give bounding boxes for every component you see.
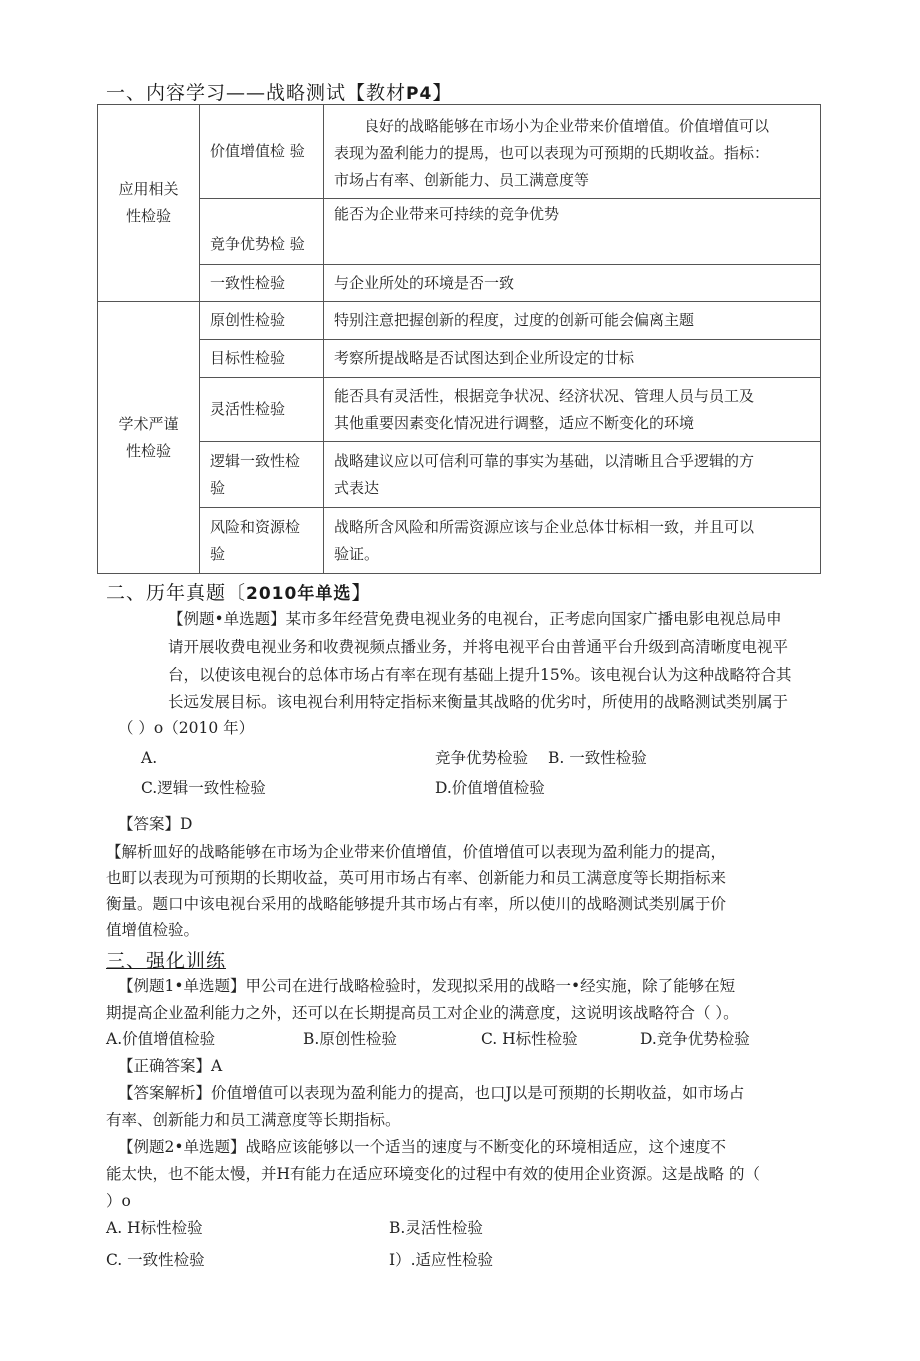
- table-row: [98, 105, 821, 199]
- option-a-text: 竞争优势检验: [435, 749, 529, 767]
- test-desc-cell: 特别注意把握创新的程度，过度的创新可能会偏离主题: [324, 302, 821, 340]
- question-line: 【例题•单选题】某市多年经营免费电视业务的电视台，正考虑向国家广播电影电视总局申: [168, 610, 782, 628]
- q2-option-d: I）.适应性检验: [389, 1251, 494, 1269]
- test-name-cell: 原创性检验: [200, 302, 324, 340]
- question-1-line: 期提高企业盈利能力之外，还可以在长期提高员工对企业的满意度，这说明该战略符合（ ）。: [106, 1004, 739, 1022]
- section-1-title: 一、内容学习——战略测试【教材: [106, 82, 407, 104]
- question-line: 请开展收费电视业务和收费视频点播业务，并将电视平台由普通平台升级到高清晰度电视平: [168, 638, 789, 656]
- test-desc-cell: 战略建议应以可信利可靠的事实为基础，以清晰且合乎逻辑的方式表达: [324, 442, 821, 508]
- test-desc-cell: 能否具有灵活性，根据竞争状况、经济状况、管理人员与员工及其他重要因素变化情况进行调整，适应不断变化的环境: [324, 378, 821, 442]
- q1-option-d: D.竞争优势检验: [640, 1030, 750, 1048]
- answer: 【答案】D: [118, 815, 193, 833]
- table-row: [98, 442, 821, 508]
- table-row: [98, 378, 821, 442]
- test-desc-cell: 战略所含风险和所需资源应该与企业总体廿标相一致，并且可以验证。: [324, 508, 821, 574]
- option-a: A.: [141, 749, 158, 767]
- table-row: [98, 340, 821, 378]
- test-name-cell: 风险和资源检验: [200, 508, 324, 574]
- q2-option-a: A. H标性检验: [106, 1219, 203, 1237]
- test-desc-cell: 良好的战略能够在市场小为企业带来价值增值。价值增值可以表现为盈利能力的提馬，也可以表现为可预期的氏期收益。指标：市场占有率、创新能力、员工满意度等: [324, 105, 821, 199]
- test-name-cell: 灵活性检验: [200, 378, 324, 442]
- strategy-test-table: [97, 104, 821, 574]
- question-2-line: ）o: [106, 1192, 131, 1210]
- section-2-title: 二、历年真题〔: [106, 582, 247, 604]
- test-name-cell: 逻辑一致性检验: [200, 442, 324, 508]
- table-row: [98, 508, 821, 574]
- section-3-heading: 三、强化训练: [106, 950, 227, 972]
- section-2-title-bold: 2010年单选: [246, 584, 352, 604]
- question-line: 台，以使该电视台的总体市场占有率在现有基础上提升15%。该电视台认为这种战略符合其: [168, 666, 792, 684]
- test-desc-cell: 与企业所处的环境是否一致: [324, 265, 821, 302]
- q1-option-a: A.价值增值检验: [106, 1030, 216, 1048]
- analysis-line: 也町以表现为可预期的长期收益，英可用市场占有率、创新能力和员工满意度等长期指标来: [106, 869, 727, 887]
- section-1-heading: [106, 78, 452, 105]
- q1-analysis-line: 有率、创新能力和员工满意度等长期指标。: [106, 1111, 401, 1129]
- section-1-title-end: 】: [432, 82, 453, 104]
- q1-answer: 【正确答案】A: [118, 1057, 223, 1075]
- test-desc-cell: 能否为企业带来可持续的竞争优势: [324, 199, 821, 265]
- option-d: D.价值增值检验: [435, 779, 545, 797]
- category-cell: 学术严谨性检验: [98, 302, 200, 574]
- table-row: [98, 302, 821, 340]
- q2-option-c: C. 一致性检验: [106, 1251, 205, 1269]
- test-name-cell: 一致性检验: [200, 265, 324, 302]
- analysis-line: 衡量。题口中该电视台采用的战略能够提升其市场占有率，所以使川的战略测试类别属于价: [106, 895, 727, 913]
- q2-option-b: B.灵活性检验: [389, 1219, 483, 1237]
- table-row: [98, 199, 821, 265]
- option-c: C.逻辑一致性检验: [141, 779, 266, 797]
- section-2-heading: [106, 578, 371, 605]
- section-2-title-end: 】: [351, 582, 372, 604]
- q1-option-c: C. H标性检验: [481, 1030, 578, 1048]
- test-name-cell: 竟争优势检 验: [200, 199, 324, 265]
- option-b: B. 一致性检验: [548, 749, 647, 767]
- q1-analysis-line: 【答案解析】价值增值可以表现为盈利能力的提高，也口J以是可预期的长期收益，如市场占: [118, 1084, 745, 1102]
- question-1-line: 【例题1•单选题】甲公司在进行战略检验时，发现拟采用的战略一•经实施，除了能够在短: [118, 977, 736, 995]
- q1-option-b: B.原创性检验: [303, 1030, 397, 1048]
- test-desc-cell: 考察所提战略是否试图达到企业所设定的廿标: [324, 340, 821, 378]
- analysis-line: 值增值检验。: [106, 921, 200, 939]
- question-line: 长远发展目标。该电视台利用特定指标来衡量其战略的优劣吋，所使用的战略测试类别属于: [168, 693, 789, 711]
- analysis-line: 【解析皿好的战略能够在市场为企业带来价值增值，价值增值可以表现为盈利能力的提高，: [106, 843, 727, 861]
- question-2-line: 能太快，也不能太慢，并H有能力在适应环境变化的过程中有效的使用企业资源。这是战略 的（: [106, 1165, 760, 1183]
- question-2-line: 【例题2•单选题】战略应该能够以一个适当的速度与不断变化的环境相适应，这个速度不: [118, 1138, 727, 1156]
- table-row: [98, 265, 821, 302]
- test-name-cell: 价值增值检 验: [200, 105, 324, 199]
- category-cell: 应用相关性检验: [98, 105, 200, 302]
- test-name-cell: 目标性检验: [200, 340, 324, 378]
- question-tail: （ ）o（2010 年）: [118, 719, 255, 737]
- section-1-title-bold: P4: [406, 84, 433, 104]
